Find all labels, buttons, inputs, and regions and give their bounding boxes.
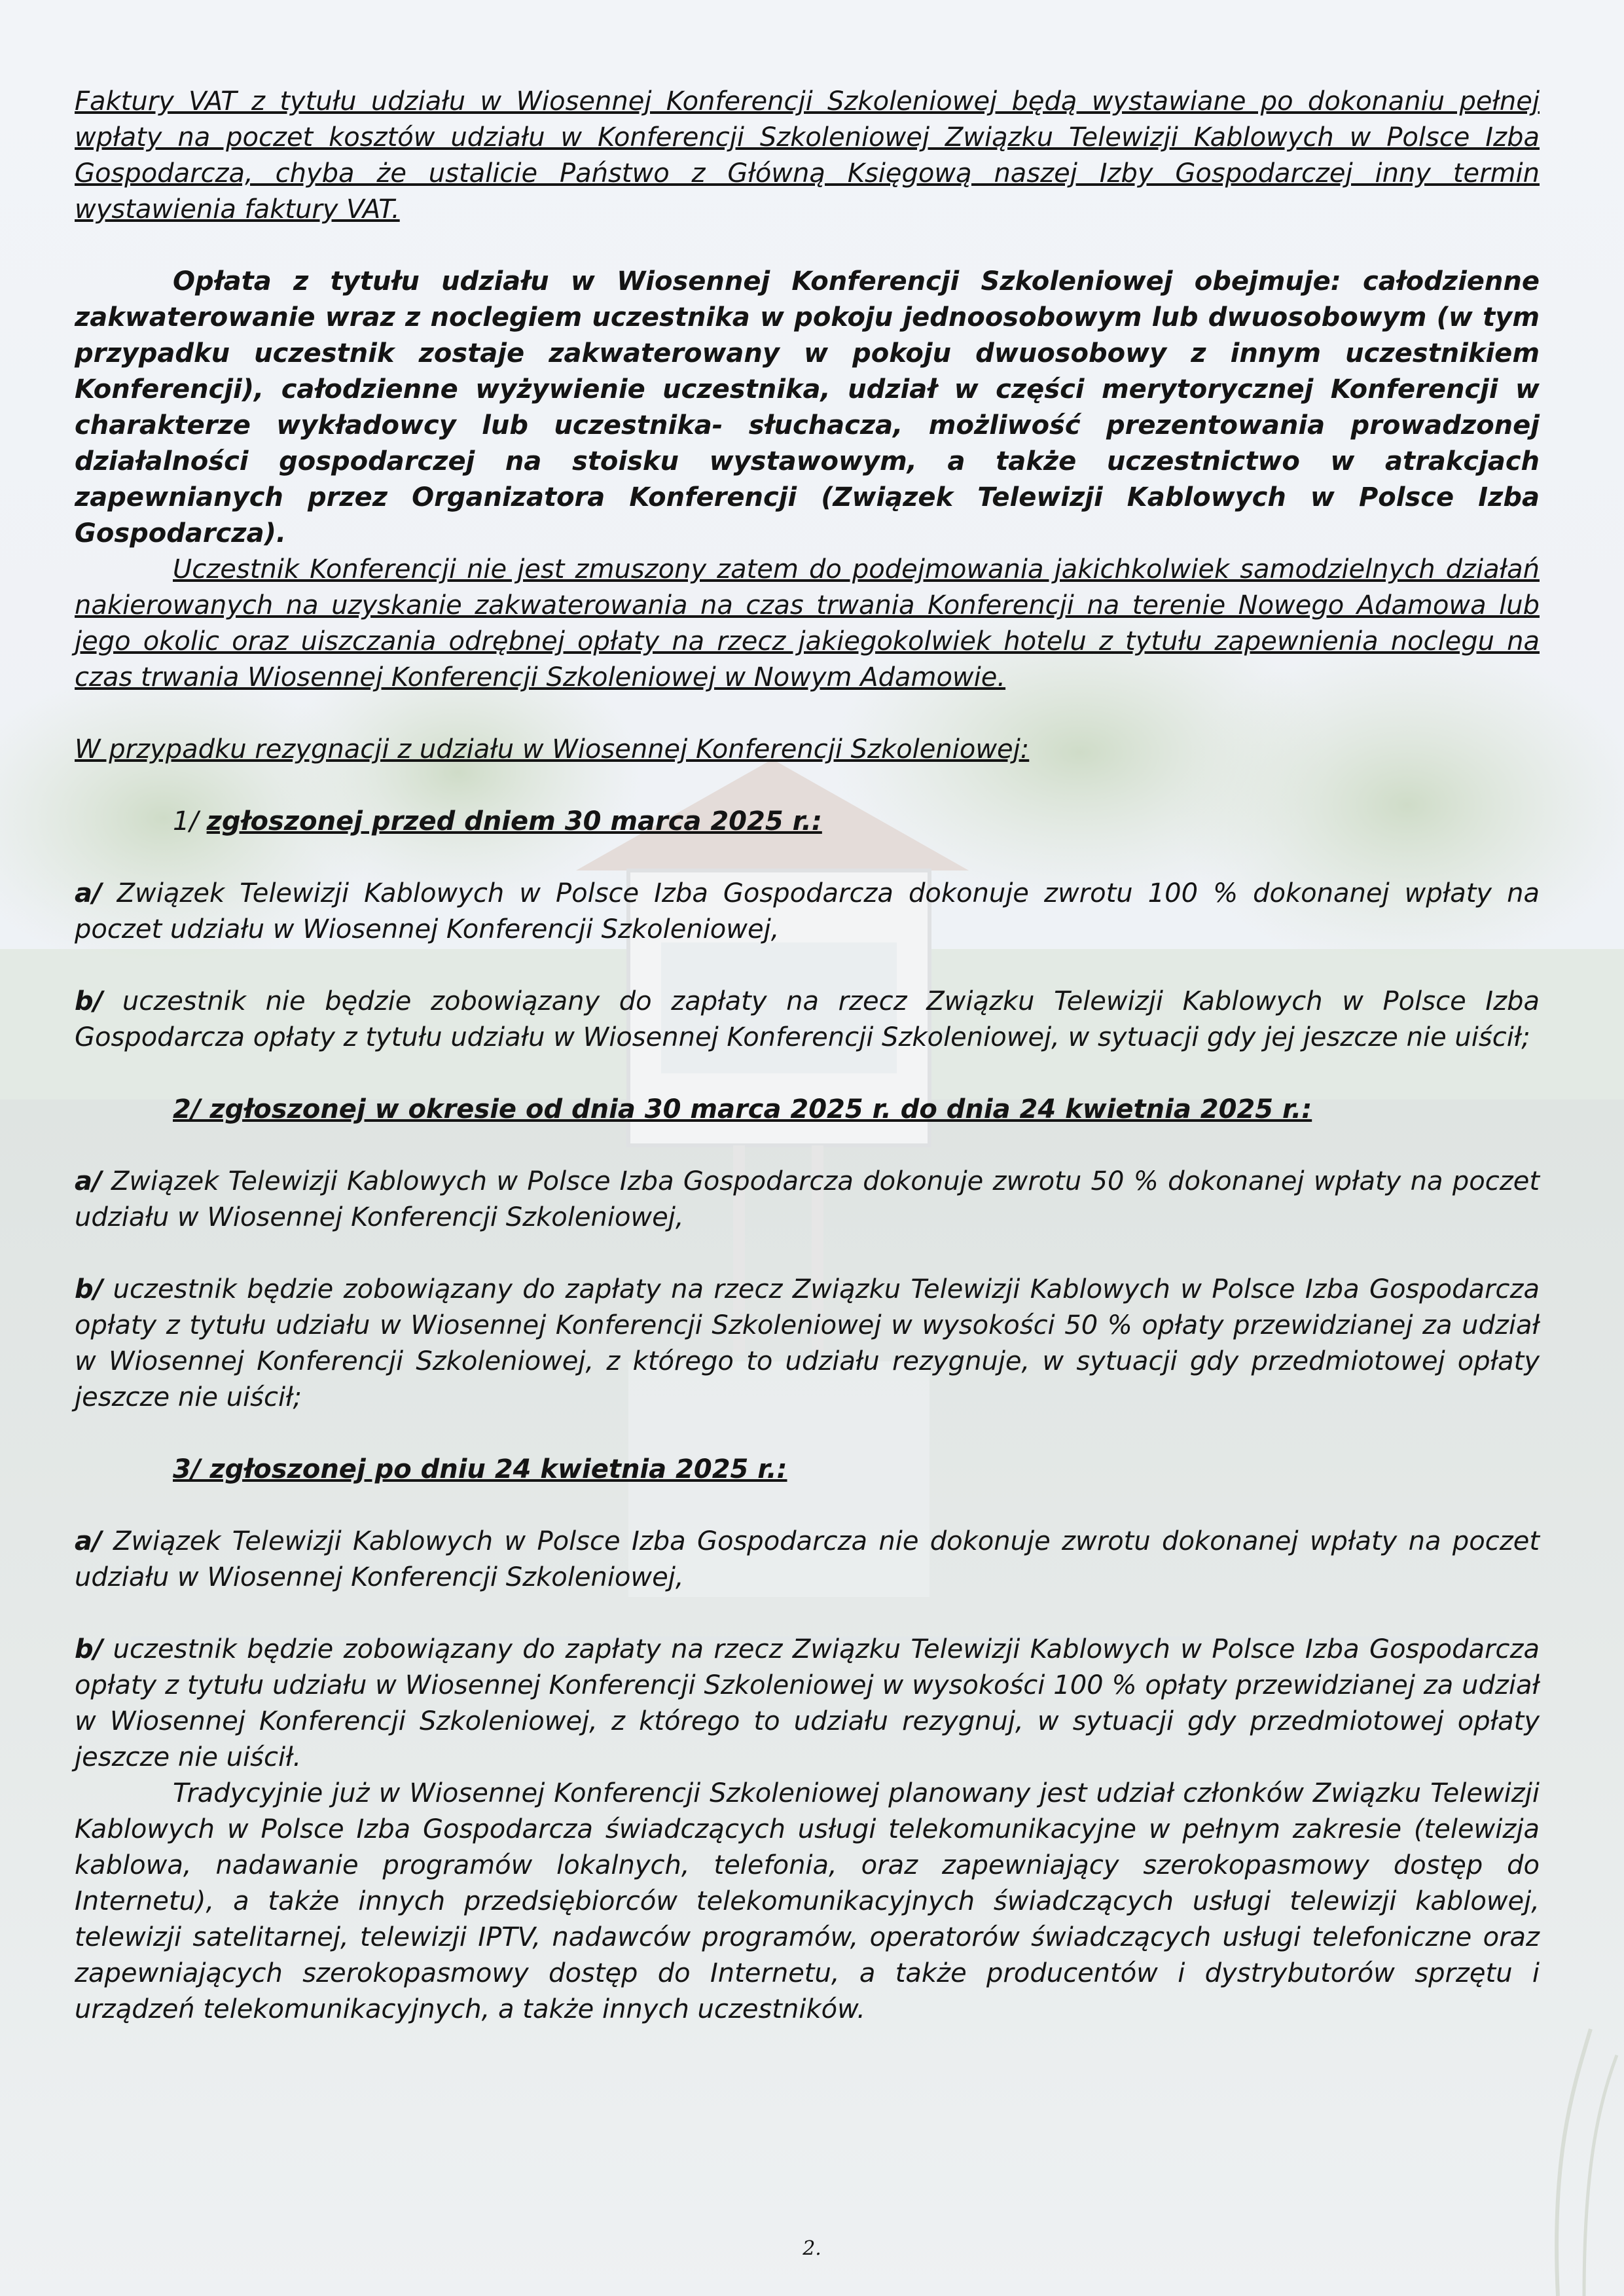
case-1-item-a-text: Związek Telewizji Kablowych w Polsce Izba Gospodarcza dokonuje zwrotu 100 % dokonanej wpłaty na poczet udziału w Wiosennej Konferencji Szkoleniowej, [75, 878, 1540, 944]
case-3-item-b-text: uczestnik będzie zobowiązany do zapłaty na rzecz Związku Telewizji Kablowych w Polsce Izba Gospodarcza opłaty z tytułu udziału w Wiosennej Konferencji Szkoleniowej w wysokości 100 % opłaty przewidzianej za udział w Wiosennej Konferencji Szkoleniowej, z którego to udziału rezygnuj, w sytuacji gdy przedmiotowej opłaty jeszcze nie uiścił. [75, 1634, 1540, 1772]
case-2-item-a-label: a/ [75, 1166, 102, 1196]
case-1-heading-text: zgłoszonej przed dniem 30 marca 2025 r.: [206, 806, 822, 836]
case-2-item-a [75, 1164, 1540, 1236]
no-hotel-needed-paragraph: Uczestnik Konferencji nie jest zmuszony zatem do podejmowania jakichkolwiek samodzielnych działań nakierowanych na uzyskanie zakwaterowania na czas trwania Konferencji na terenie Nowego Adamowa lub jego okolic oraz uiszczania odrębnej opłaty na rzecz jakiegokolwiek hotelu z tytułu zapewnienia noclegu na czas trwania Wiosennej Konferencji Szkoleniowej w Nowym Adamowie. [75, 554, 1540, 692]
case-3-heading [75, 1452, 1540, 1488]
case-1-heading [75, 804, 1540, 840]
case-3-item-b-label: b/ [75, 1634, 103, 1664]
case-3-item-a-label: a/ [75, 1526, 102, 1556]
case-2-heading [75, 1092, 1540, 1128]
resignation-intro: W przypadku rezygnacji z udziału w Wiosennej Konferencji Szkoleniowej: [75, 734, 1030, 764]
case-2-item-a-text: Związek Telewizji Kablowych w Polsce Izba Gospodarcza dokonuje zwrotu 50 % dokonanej wpłaty na poczet udziału w Wiosennej Konferencji Szkoleniowej, [75, 1166, 1540, 1232]
page-number: 2. [803, 2237, 821, 2260]
case-2-item-b [75, 1272, 1540, 1416]
case-1-item-a [75, 876, 1540, 948]
case-1-item-b-label: b/ [75, 986, 103, 1016]
document-body [75, 84, 1540, 2028]
case-1-item-a-label: a/ [75, 878, 102, 908]
case-2-item-b-text: uczestnik będzie zobowiązany do zapłaty na rzecz Związku Telewizji Kablowych w Polsce Izba Gospodarcza opłaty z tytułu udziału w Wiosennej Konferencji Szkoleniowej w wysokości 50 % opłaty przewidzianej za udział w Wiosennej Konferencji Szkoleniowej, z którego to udziału rezygnuje, w sytuacji gdy przedmiotowej opłaty jeszcze nie uiścił; [75, 1274, 1540, 1412]
case-2-heading-text: 2/ zgłoszonej w okresie od dnia 30 marca 2025 r. do dnia 24 kwietnia 2025 r.: [173, 1094, 1312, 1124]
case-3-heading-text: 3/ zgłoszonej po dniu 24 kwietnia 2025 r.: [173, 1454, 787, 1484]
case-3-item-b [75, 1632, 1540, 1776]
case-3-item-a-text: Związek Telewizji Kablowych w Polsce Izba Gospodarcza nie dokonuje zwrotu dokonanej wpłaty na poczet udziału w Wiosennej Konferencji Szkoleniowej, [75, 1526, 1540, 1592]
invoice-note-paragraph: Faktury VAT z tytułu udziału w Wiosennej Konferencji Szkoleniowej będą wystawiane po dokonaniu pełnej wpłaty na poczet kosztów udziału w Konferencji Szkoleniowej Związku Telewizji Kablowych w Polsce Izba Gospodarcza, chyba że ustalicie Państwo z Główną Księgową naszej Izby Gospodarczej inny termin wystawienia faktury VAT. [75, 86, 1540, 224]
case-1-item-b-text: uczestnik nie będzie zobowiązany do zapłaty na rzecz Związku Telewizji Kablowych w Polsce Izba Gospodarcza opłaty z tytułu udziału w Wiosennej Konferencji Szkoleniowej, w sytuacji gdy jej jeszcze nie uiścił; [75, 986, 1540, 1052]
case-1-item-b [75, 984, 1540, 1056]
case-1-heading-prefix: 1/ [173, 806, 207, 836]
case-3-item-a [75, 1524, 1540, 1596]
fee-includes-paragraph: Opłata z tytułu udziału w Wiosennej Konferencji Szkoleniowej obejmuje: całodzienne zakwaterowanie wraz z noclegiem uczestnika w pokoju jednoosobowym lub dwuosobowym (w tym przypadku uczestnik zostaje zakwaterowany w pokoju dwuosobowy z innym uczestnikiem Konferencji), całodzienne wyżywienie uczestnika, udział w części merytorycznej Konferencji w charakterze wykładowcy lub uczestnika- słuchacza, możliwość prezentowania prowadzonej działalności gospodarczej na stoisku wystawowym, a także uczestnictwo w atrakcjach zapewnianych przez Organizatora Konferencji (Związek Telewizji Kablowych w Polsce Izba Gospodarcza). [75, 266, 1540, 548]
case-2-item-b-label: b/ [75, 1274, 103, 1304]
closing-paragraph: Tradycyjnie już w Wiosennej Konferencji Szkoleniowej planowany jest udział członków Związku Telewizji Kablowych w Polsce Izba Gospodarcza świadczących usługi telekomunikacyjne w pełnym zakresie (telewizja kablowa, nadawanie programów lokalnych, telefonia, oraz zapewniający szerokopasmowy dostęp do Internetu), a także innych przedsiębiorców telekomunikacyjnych świadczących usługi telewizji kablowej, telewizji satelitarnej, telewizji IPTV, nadawców programów, operatorów świadczących usługi telefoniczne oraz zapewniających szerokopasmowy dostęp do Internetu, a także producentów i dystrybutorów sprzętu i urządzeń telekomunikacyjnych, a także innych uczestników. [75, 1778, 1540, 2024]
